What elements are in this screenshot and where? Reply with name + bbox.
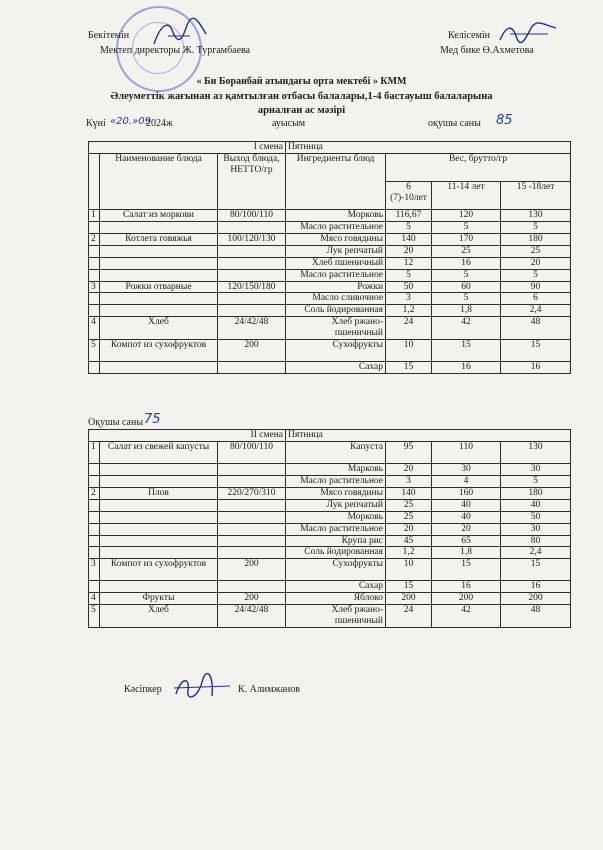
- nurse-signature: [498, 20, 558, 46]
- weight-age-6-10: 15: [386, 581, 432, 593]
- weight-age-15-18: 130: [501, 210, 571, 222]
- weight-age-11-14: 16: [432, 257, 501, 269]
- table-row: [89, 245, 571, 257]
- weight-age-11-14: 15: [432, 340, 501, 362]
- weight-age-11-14: 200: [432, 593, 501, 605]
- weight-age-11-14: 25: [432, 245, 501, 257]
- weight-age-6-10: 25: [386, 511, 432, 523]
- weight-age-6-10: 24: [386, 317, 432, 340]
- weight-age-15-18: 2,4: [501, 305, 571, 317]
- row-number: 1: [89, 442, 100, 464]
- weight-age-6-10: 3: [386, 475, 432, 487]
- table-row: [89, 559, 571, 581]
- agree-role: Мед бике Ө.Ахметова: [440, 45, 534, 56]
- table-row: [89, 511, 571, 523]
- row-number: [89, 581, 100, 593]
- table-row: [89, 487, 571, 499]
- weight-age-6-10: 24: [386, 605, 432, 628]
- table-row: [89, 593, 571, 605]
- table-row: [89, 210, 571, 222]
- weight-age-15-18: 25: [501, 245, 571, 257]
- dish-yield: [218, 362, 286, 374]
- weight-age-6-10: 50: [386, 281, 432, 293]
- dish-name: [100, 535, 218, 547]
- dish-yield: 200: [218, 593, 286, 605]
- dish-name: Салат из свежей капусты: [100, 442, 218, 464]
- date-label: Күні: [86, 118, 106, 129]
- weight-age-11-14: 110: [432, 442, 501, 464]
- menu-title-line1: Әлеуметтік жағынан аз қамтылған отбасы балалары,1-4 бастауыш балаларына: [110, 91, 493, 102]
- ingredient-name: Хлеб пшеничный: [286, 257, 386, 269]
- ingredient-name: Морковь: [286, 210, 386, 222]
- row-number: [89, 305, 100, 317]
- weight-age-11-14: 15: [432, 559, 501, 581]
- weight-age-11-14: 40: [432, 499, 501, 511]
- dish-yield: [218, 293, 286, 305]
- weight-age-15-18: 200: [501, 593, 571, 605]
- table-row: [89, 257, 571, 269]
- ingredient-name: Хлеб ржано-пшеничный: [286, 605, 386, 628]
- weight-age-15-18: 5: [501, 221, 571, 233]
- dish-name: [100, 305, 218, 317]
- dish-name: [100, 257, 218, 269]
- dish-name: [100, 499, 218, 511]
- row-number: 2: [89, 487, 100, 499]
- students-count: 85: [496, 113, 513, 128]
- table-row: [89, 317, 571, 340]
- table-row: [89, 305, 571, 317]
- weight-age-11-14: 1,8: [432, 305, 501, 317]
- weight-age-15-18: 16: [501, 362, 571, 374]
- weight-age-15-18: 48: [501, 605, 571, 628]
- weight-age-15-18: 180: [501, 233, 571, 245]
- weight-age-11-14: 65: [432, 535, 501, 547]
- ingredient-name: Масло растительное: [286, 475, 386, 487]
- dish-name: [100, 523, 218, 535]
- row-number: [89, 362, 100, 374]
- weight-age-15-18: 20: [501, 257, 571, 269]
- date-handwritten: «20.»09: [110, 116, 151, 127]
- row-number: [89, 523, 100, 535]
- weight-age-15-18: 50: [501, 511, 571, 523]
- weight-age-11-14: 40: [432, 511, 501, 523]
- ingredient-name: Крупа рис: [286, 535, 386, 547]
- weight-age-6-10: 20: [386, 245, 432, 257]
- ingredient-name: Лук репчатый: [286, 499, 386, 511]
- shift1-name: I смена: [89, 142, 286, 154]
- dish-yield: [218, 269, 286, 281]
- weight-age-6-10: 3: [386, 293, 432, 305]
- menu-title-line2: арналған ас мәзірі: [257, 105, 346, 116]
- ingredient-name: Сухофрукты: [286, 340, 386, 362]
- ingredient-name: Капуста: [286, 442, 386, 464]
- cook-signature: [172, 672, 232, 702]
- weight-age-6-10: 140: [386, 487, 432, 499]
- ingredient-name: Лук репчатый: [286, 245, 386, 257]
- weight-age-15-18: 5: [501, 269, 571, 281]
- shift1-menu-table: [88, 141, 571, 374]
- ingredient-name: Сухофрукты: [286, 559, 386, 581]
- col-yield-header: Выход блюда, НЕТТО/гр: [218, 154, 286, 210]
- weight-age-11-14: 5: [432, 293, 501, 305]
- shift2-name: II смена: [89, 430, 286, 442]
- dish-yield: 80/100/110: [218, 210, 286, 222]
- dish-yield: [218, 305, 286, 317]
- row-number: [89, 245, 100, 257]
- weight-age-15-18: 130: [501, 442, 571, 464]
- ingredient-name: Масло растительное: [286, 523, 386, 535]
- table-row: [89, 499, 571, 511]
- dish-yield: [218, 547, 286, 559]
- row-number: 3: [89, 559, 100, 581]
- dish-yield: [218, 221, 286, 233]
- col-ingredients-header: Ингредиенты блюд: [286, 154, 386, 210]
- weight-age-11-14: 42: [432, 317, 501, 340]
- weight-age-6-10: 10: [386, 340, 432, 362]
- dish-yield: 220/270/310: [218, 487, 286, 499]
- row-number: [89, 475, 100, 487]
- ingredient-name: Морковь: [286, 511, 386, 523]
- dish-yield: [218, 245, 286, 257]
- weight-age-15-18: 90: [501, 281, 571, 293]
- col-weight-header: Вес, брутто/гр: [386, 154, 571, 182]
- shift2-students-count: 75: [144, 412, 161, 427]
- weight-age-11-14: 16: [432, 362, 501, 374]
- dish-yield: 80/100/110: [218, 442, 286, 464]
- weight-age-6-10: 45: [386, 535, 432, 547]
- age-group-1: 6 (7)-10лет: [386, 182, 432, 210]
- ingredient-name: Яблоко: [286, 593, 386, 605]
- ingredient-name: Масло растительное: [286, 269, 386, 281]
- ingredient-name: Сахар: [286, 362, 386, 374]
- weight-age-11-14: 20: [432, 523, 501, 535]
- school-name: « Би Боранбай атындағы орта мектебі » КММ: [196, 76, 407, 87]
- table-row: [89, 221, 571, 233]
- weight-age-15-18: 5: [501, 475, 571, 487]
- ingredient-name: Масло растительное: [286, 221, 386, 233]
- shift1-rows: [89, 210, 571, 374]
- weight-age-6-10: 20: [386, 464, 432, 476]
- dish-name: Салат из моркови: [100, 210, 218, 222]
- weight-age-11-14: 1,8: [432, 547, 501, 559]
- dish-name: [100, 511, 218, 523]
- row-number: [89, 511, 100, 523]
- table-row: [89, 233, 571, 245]
- dish-yield: 200: [218, 340, 286, 362]
- cook-name: К. Алимжанов: [238, 684, 300, 695]
- ingredient-name: Мясо говядины: [286, 487, 386, 499]
- row-number: 5: [89, 605, 100, 628]
- ingredient-name: Марковь: [286, 464, 386, 476]
- weight-age-6-10: 5: [386, 221, 432, 233]
- ingredient-name: Масло сливочное: [286, 293, 386, 305]
- weight-age-15-18: 15: [501, 559, 571, 581]
- row-number: [89, 464, 100, 476]
- dish-yield: 24/42/48: [218, 605, 286, 628]
- weight-age-11-14: 16: [432, 581, 501, 593]
- dish-yield: [218, 581, 286, 593]
- weight-age-15-18: 6: [501, 293, 571, 305]
- table-row: [89, 581, 571, 593]
- table-row: [89, 442, 571, 464]
- table-row: [89, 605, 571, 628]
- dish-name: Котлета говяжья: [100, 233, 218, 245]
- dish-name: Компот из сухофруктов: [100, 559, 218, 581]
- row-number: 4: [89, 593, 100, 605]
- weight-age-6-10: 1,2: [386, 547, 432, 559]
- weight-age-15-18: 15: [501, 340, 571, 362]
- approve-label: Бекітемін: [88, 30, 130, 41]
- table-row: [89, 535, 571, 547]
- table-row: [89, 362, 571, 374]
- table-row: [89, 281, 571, 293]
- dish-yield: [218, 511, 286, 523]
- row-number: [89, 499, 100, 511]
- row-number: [89, 221, 100, 233]
- dish-name: [100, 221, 218, 233]
- weight-age-11-14: 30: [432, 464, 501, 476]
- dish-yield: [218, 257, 286, 269]
- weight-age-6-10: 1,2: [386, 305, 432, 317]
- dish-yield: [218, 464, 286, 476]
- weight-age-11-14: 60: [432, 281, 501, 293]
- weight-age-11-14: 160: [432, 487, 501, 499]
- dish-yield: 120/150/180: [218, 281, 286, 293]
- dish-name: Рожки отварные: [100, 281, 218, 293]
- weight-age-15-18: 180: [501, 487, 571, 499]
- date-year: 2024ж: [146, 118, 173, 129]
- weight-age-15-18: 2,4: [501, 547, 571, 559]
- col-num-header: [89, 154, 100, 210]
- row-number: 4: [89, 317, 100, 340]
- row-number: 5: [89, 340, 100, 362]
- weight-age-15-18: 40: [501, 499, 571, 511]
- approve-role: Мектеп директоры Ж. Тургамбаева: [100, 45, 251, 56]
- dish-name: Плов: [100, 487, 218, 499]
- weight-age-15-18: 16: [501, 581, 571, 593]
- dish-name: [100, 269, 218, 281]
- weight-age-11-14: 4: [432, 475, 501, 487]
- weight-age-15-18: 30: [501, 464, 571, 476]
- weight-age-11-14: 42: [432, 605, 501, 628]
- weight-age-6-10: 10: [386, 559, 432, 581]
- dish-name: [100, 362, 218, 374]
- row-number: [89, 535, 100, 547]
- table-row: [89, 475, 571, 487]
- weight-age-15-18: 80: [501, 535, 571, 547]
- weight-age-11-14: 170: [432, 233, 501, 245]
- weight-age-15-18: 48: [501, 317, 571, 340]
- shift-label: ауысым: [272, 118, 306, 129]
- ingredient-name: Соль йодированная: [286, 305, 386, 317]
- table-row: [89, 464, 571, 476]
- shift2-students-label: Оқушы саны: [88, 417, 144, 428]
- ingredient-name: Соль йодированная: [286, 547, 386, 559]
- dish-yield: 100/120/130: [218, 233, 286, 245]
- weight-age-6-10: 95: [386, 442, 432, 464]
- weight-age-15-18: 30: [501, 523, 571, 535]
- cook-label: Кәсіпкер: [124, 684, 162, 695]
- students-label: оқушы саны: [428, 118, 481, 129]
- dish-name: [100, 547, 218, 559]
- weight-age-11-14: 5: [432, 221, 501, 233]
- dish-name: Хлеб: [100, 317, 218, 340]
- weight-age-6-10: 25: [386, 499, 432, 511]
- age-group-2: 11-14 лет: [432, 182, 501, 210]
- shift2-day: Пятница: [286, 430, 571, 442]
- weight-age-11-14: 120: [432, 210, 501, 222]
- ingredient-name: Рожки: [286, 281, 386, 293]
- agree-label: Келісемін: [448, 30, 490, 41]
- shift1-day: Пятница: [286, 142, 571, 154]
- row-number: 1: [89, 210, 100, 222]
- table-row: [89, 293, 571, 305]
- dish-yield: 24/42/48: [218, 317, 286, 340]
- weight-age-6-10: 12: [386, 257, 432, 269]
- ingredient-name: Хлеб ржано-пшеничный: [286, 317, 386, 340]
- table-row: [89, 340, 571, 362]
- table-row: [89, 269, 571, 281]
- weight-age-6-10: 200: [386, 593, 432, 605]
- table-row: [89, 547, 571, 559]
- shift2-rows: [89, 442, 571, 628]
- dish-yield: [218, 523, 286, 535]
- row-number: [89, 269, 100, 281]
- dish-name: Хлеб: [100, 605, 218, 628]
- weight-age-6-10: 20: [386, 523, 432, 535]
- dish-yield: [218, 535, 286, 547]
- shift2-menu-table: [88, 429, 571, 628]
- weight-age-6-10: 140: [386, 233, 432, 245]
- dish-name: [100, 464, 218, 476]
- table-row: [89, 523, 571, 535]
- dish-name: [100, 475, 218, 487]
- age-group-3: 15 -18лет: [501, 182, 571, 210]
- dish-name: Компот из сухофруктов: [100, 340, 218, 362]
- weight-age-11-14: 5: [432, 269, 501, 281]
- dish-name: Фрукты: [100, 593, 218, 605]
- col-dish-header: Наименование блюда: [100, 154, 218, 210]
- dish-name: [100, 245, 218, 257]
- row-number: 2: [89, 233, 100, 245]
- ingredient-name: Сахар: [286, 581, 386, 593]
- dish-name: [100, 581, 218, 593]
- weight-age-6-10: 15: [386, 362, 432, 374]
- ingredient-name: Мясо говядины: [286, 233, 386, 245]
- weight-age-6-10: 5: [386, 269, 432, 281]
- dish-yield: [218, 475, 286, 487]
- row-number: [89, 293, 100, 305]
- dish-yield: [218, 499, 286, 511]
- dish-name: [100, 293, 218, 305]
- row-number: 3: [89, 281, 100, 293]
- dish-yield: 200: [218, 559, 286, 581]
- weight-age-6-10: 116,67: [386, 210, 432, 222]
- row-number: [89, 257, 100, 269]
- row-number: [89, 547, 100, 559]
